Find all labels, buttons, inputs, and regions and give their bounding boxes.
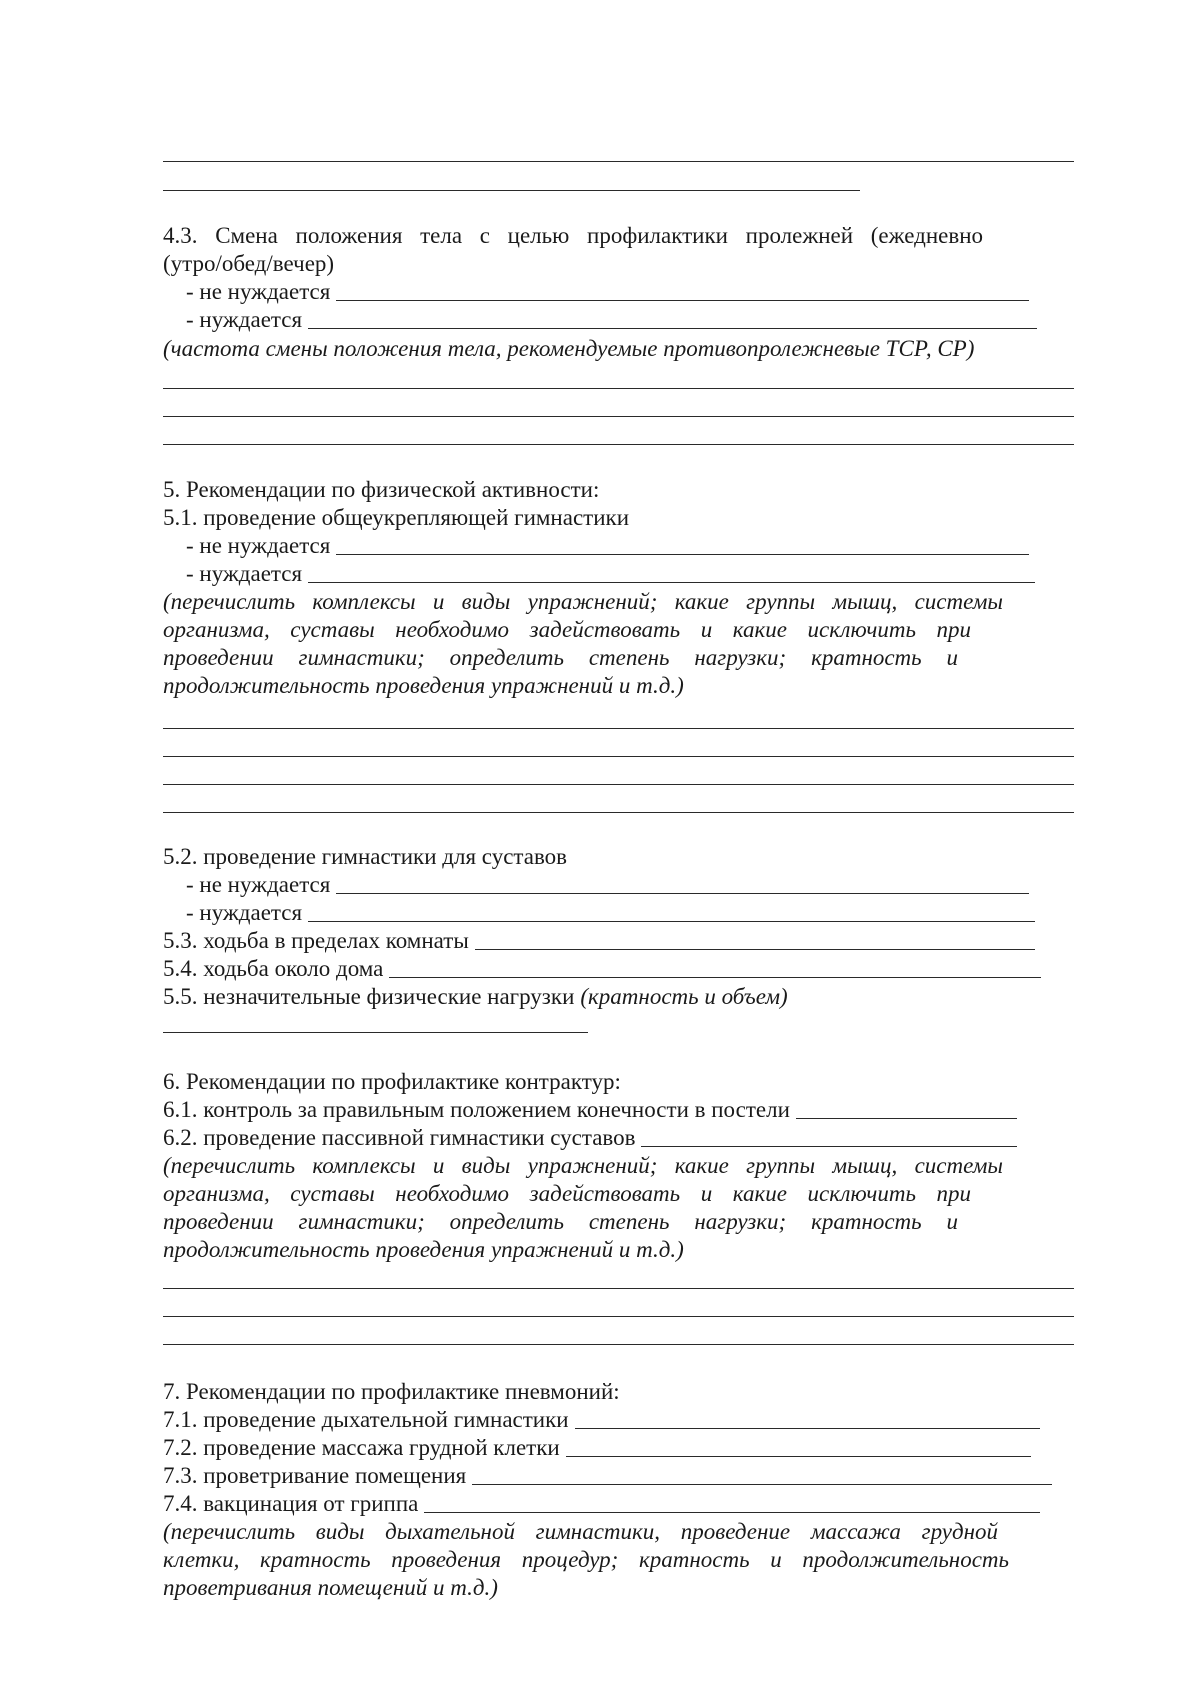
section-6-title: 6. Рекомендации по профилактике контрактур: (163, 1069, 621, 1094)
item-label: 7.4. вакцинация от гриппа (163, 1491, 419, 1516)
item-6-1-field[interactable] (163, 1096, 1017, 1124)
item-5-5: 5.5. незначительные физические нагрузки (кратность и объем) (163, 984, 788, 1009)
item-7-2-field[interactable] (163, 1434, 1031, 1462)
section-4-3-not-needed-field[interactable] (186, 278, 1029, 306)
answer-line[interactable] (163, 1344, 1074, 1345)
section-5-note-line: проведении гимнастики; определить степень нагрузки; кратность и (163, 645, 958, 670)
section-4-3-note: (частота смены положения тела, рекомендуемые противопролежневые ТСР, СР) (163, 336, 975, 361)
option-label: - нуждается (186, 307, 303, 332)
item-7-4-field[interactable] (163, 1490, 1040, 1518)
item-5-3-field[interactable] (163, 927, 1035, 955)
item-5-2-not-needed-field[interactable] (186, 871, 1029, 899)
item-6-2-field[interactable] (163, 1124, 1017, 1152)
section-6-note-line: (перечислить комплексы и виды упражнений; какие группы мышц, системы (163, 1153, 1003, 1178)
item-label: 5.4. ходьба около дома (163, 956, 384, 981)
item-5-1: 5.1. проведение общеукрепляющей гимнастики (163, 505, 629, 530)
item-label: 6.1. контроль за правильным положением конечности в постели (163, 1097, 790, 1122)
item-label: 7.3. проветривание помещения (163, 1463, 467, 1488)
answer-line[interactable] (163, 756, 1074, 757)
answer-line[interactable] (163, 388, 1074, 389)
item-5-5-note: (кратность и объем) (580, 984, 788, 1009)
answer-line[interactable] (163, 1288, 1074, 1289)
item-label: 5.3. ходьба в пределах комнаты (163, 928, 469, 953)
section-6-note-line: организма, суставы необходимо задействовать и какие исключить при (163, 1181, 971, 1206)
item-label: 6.2. проведение пассивной гимнастики суставов (163, 1125, 636, 1150)
option-label: - не нуждается (186, 872, 331, 897)
item-7-3-field[interactable] (163, 1462, 1052, 1490)
answer-line[interactable] (163, 416, 1074, 417)
section-7-note-line: клетки, кратность проведения процедур; кратность и продолжительность (163, 1547, 1009, 1572)
section-6-note-line: продолжительность проведения упражнений и т.д.) (163, 1237, 684, 1262)
section-7-note-line: проветривания помещений и т.д.) (163, 1575, 498, 1600)
item-7-1-field[interactable] (163, 1406, 1040, 1434)
answer-line[interactable] (163, 444, 1074, 445)
blank-line (163, 161, 1074, 162)
item-5-1-not-needed-field[interactable] (186, 532, 1029, 560)
answer-line[interactable] (163, 812, 1074, 813)
section-4-3-title-cont: (утро/обед/вечер) (163, 251, 335, 276)
item-5-4-field[interactable] (163, 955, 1041, 983)
item-5-2: 5.2. проведение гимнастики для суставов (163, 844, 568, 869)
section-7-title: 7. Рекомендации по профилактике пневмоний: (163, 1379, 620, 1404)
answer-line[interactable] (163, 728, 1074, 729)
section-4-3-title: 4.3. Смена положения тела с целью профилактики пролежней (ежедневно (163, 223, 983, 248)
answer-line[interactable] (163, 784, 1074, 785)
section-6-note-line: проведении гимнастики; определить степень нагрузки; кратность и (163, 1209, 958, 1234)
section-5-note-line: (перечислить комплексы и виды упражнений; какие группы мышц, системы (163, 589, 1003, 614)
blank-line (163, 190, 860, 191)
item-5-2-needed-field[interactable] (186, 899, 1035, 927)
option-label: - не нуждается (186, 533, 331, 558)
answer-line[interactable] (163, 1032, 588, 1033)
item-5-1-needed-field[interactable] (186, 560, 1035, 588)
section-5-title: 5. Рекомендации по физической активности: (163, 477, 600, 502)
answer-line[interactable] (163, 1316, 1074, 1317)
section-4-3-needed-field[interactable] (186, 306, 1037, 334)
section-5-note-line: организма, суставы необходимо задействовать и какие исключить при (163, 617, 971, 642)
section-5-note-line: продолжительность проведения упражнений и т.д.) (163, 673, 684, 698)
option-label: - нуждается (186, 900, 303, 925)
option-label: - нуждается (186, 561, 303, 586)
option-label: - не нуждается (186, 279, 331, 304)
item-label: 7.1. проведение дыхательной гимнастики (163, 1407, 569, 1432)
section-7-note-line: (перечислить виды дыхательной гимнастики, проведение массажа грудной (163, 1519, 998, 1544)
item-label: 7.2. проведение массажа грудной клетки (163, 1435, 560, 1460)
